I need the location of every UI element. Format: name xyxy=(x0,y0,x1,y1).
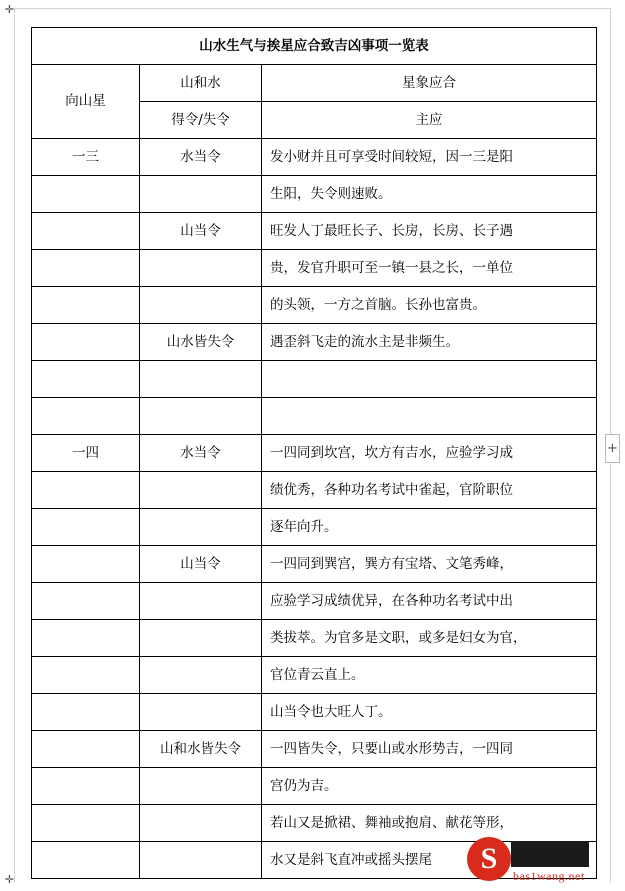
table-row xyxy=(32,694,597,731)
cell-condition: 山水皆失令 xyxy=(140,324,262,361)
table-row xyxy=(32,472,597,509)
cell-condition xyxy=(140,694,262,731)
cell-star xyxy=(32,694,140,731)
cell-star xyxy=(32,213,140,250)
lookup-table xyxy=(31,27,597,879)
column-subheader-main-response: 主应 xyxy=(262,102,597,139)
column-header-mountain-water: 山和水 xyxy=(140,65,262,102)
table-row xyxy=(32,176,597,213)
cell-description: 的头领，一方之首脑。长孙也富贵。 xyxy=(262,287,597,324)
table-row xyxy=(32,139,597,176)
cell-condition xyxy=(140,509,262,546)
cell-condition xyxy=(140,842,262,879)
cell-star xyxy=(32,842,140,879)
table-row xyxy=(32,583,597,620)
cell-condition xyxy=(140,472,262,509)
cell-description: 旺发人丁最旺长子、长房，长房、长子遇 xyxy=(262,213,597,250)
cell-star xyxy=(32,620,140,657)
cell-star xyxy=(32,472,140,509)
table-row xyxy=(32,324,597,361)
cell-condition: 山当令 xyxy=(140,213,262,250)
cell-description: 官位青云直上。 xyxy=(262,657,597,694)
table-row xyxy=(32,287,597,324)
table-row xyxy=(32,731,597,768)
cell-description: 贵，发官升职可至一镇一县之长，一单位 xyxy=(262,250,597,287)
cell-description xyxy=(262,361,597,398)
cell-star: 一四 xyxy=(32,435,140,472)
table-header-row-1 xyxy=(32,65,597,102)
scroll-handle[interactable]: + xyxy=(605,434,620,463)
watermark-block xyxy=(511,841,589,867)
cell-star xyxy=(32,805,140,842)
table-row xyxy=(32,435,597,472)
cell-star: 一三 xyxy=(32,139,140,176)
watermark-logo: S xyxy=(467,837,511,881)
table-row xyxy=(32,250,597,287)
table-row xyxy=(32,620,597,657)
cell-description: 一四同到巽宫，巽方有宝塔、文笔秀峰， xyxy=(262,546,597,583)
cell-description: 若山又是掀裙、舞袖或抱肩、献花等形， xyxy=(262,805,597,842)
cell-star xyxy=(32,324,140,361)
cell-condition xyxy=(140,620,262,657)
cell-condition xyxy=(140,361,262,398)
cell-condition: 水当令 xyxy=(140,435,262,472)
table-row xyxy=(32,398,597,435)
table-title-row xyxy=(32,28,597,65)
cell-description: 一四同到坎宫，坎方有吉水，应验学习成 xyxy=(262,435,597,472)
cell-condition xyxy=(140,287,262,324)
cell-condition xyxy=(140,583,262,620)
cell-star xyxy=(32,731,140,768)
cell-star xyxy=(32,768,140,805)
crop-mark-top-left: ✛ xyxy=(4,3,15,16)
column-header-star-response: 星象应合 xyxy=(262,65,597,102)
cell-description xyxy=(262,398,597,435)
cell-description: 应验学习成绩优异，在各种功名考试中出 xyxy=(262,583,597,620)
cell-condition: 山和水皆失令 xyxy=(140,731,262,768)
cell-star xyxy=(32,509,140,546)
cell-star xyxy=(32,657,140,694)
cell-description: 山当令也大旺人丁。 xyxy=(262,694,597,731)
table-row xyxy=(32,768,597,805)
cell-star xyxy=(32,583,140,620)
cell-condition: 水当令 xyxy=(140,139,262,176)
column-subheader-timeliness: 得令/失令 xyxy=(140,102,262,139)
cell-condition xyxy=(140,250,262,287)
cell-star xyxy=(32,361,140,398)
cell-star xyxy=(32,398,140,435)
cell-condition: 山当令 xyxy=(140,546,262,583)
cell-description: 生阳，失令则速败。 xyxy=(262,176,597,213)
cell-description: 一四皆失令，只要山或水形势吉，一四同 xyxy=(262,731,597,768)
watermark xyxy=(467,833,617,887)
cell-star xyxy=(32,287,140,324)
cell-condition xyxy=(140,176,262,213)
cell-description: 类拔萃。为官多是文职，或多是妇女为官， xyxy=(262,620,597,657)
cell-description: 发小财并且可享受时间较短，因一三是阳 xyxy=(262,139,597,176)
cell-star xyxy=(32,546,140,583)
watermark-site: bas1wang.net xyxy=(513,869,585,883)
table-row xyxy=(32,509,597,546)
crop-mark-bottom-left: ✛ xyxy=(4,873,15,886)
cell-star xyxy=(32,176,140,213)
table-row xyxy=(32,361,597,398)
cell-description: 绩优秀，各种功名考试中雀起，官阶职位 xyxy=(262,472,597,509)
table-row xyxy=(32,546,597,583)
column-header-star: 向山星 xyxy=(32,65,140,139)
cell-description: 水又是斜飞直冲或摇头摆尾 xyxy=(262,842,597,879)
cell-star xyxy=(32,250,140,287)
cell-condition xyxy=(140,398,262,435)
cell-description: 遇歪斜飞走的流水主是非频生。 xyxy=(262,324,597,361)
table-row xyxy=(32,657,597,694)
cell-description: 宫仍为吉。 xyxy=(262,768,597,805)
cell-condition xyxy=(140,805,262,842)
cell-description: 逐年向升。 xyxy=(262,509,597,546)
cell-condition xyxy=(140,768,262,805)
table-row xyxy=(32,213,597,250)
document-title: 山水生气与挨星应合致吉凶事项一览表 xyxy=(32,28,597,65)
cell-condition xyxy=(140,657,262,694)
